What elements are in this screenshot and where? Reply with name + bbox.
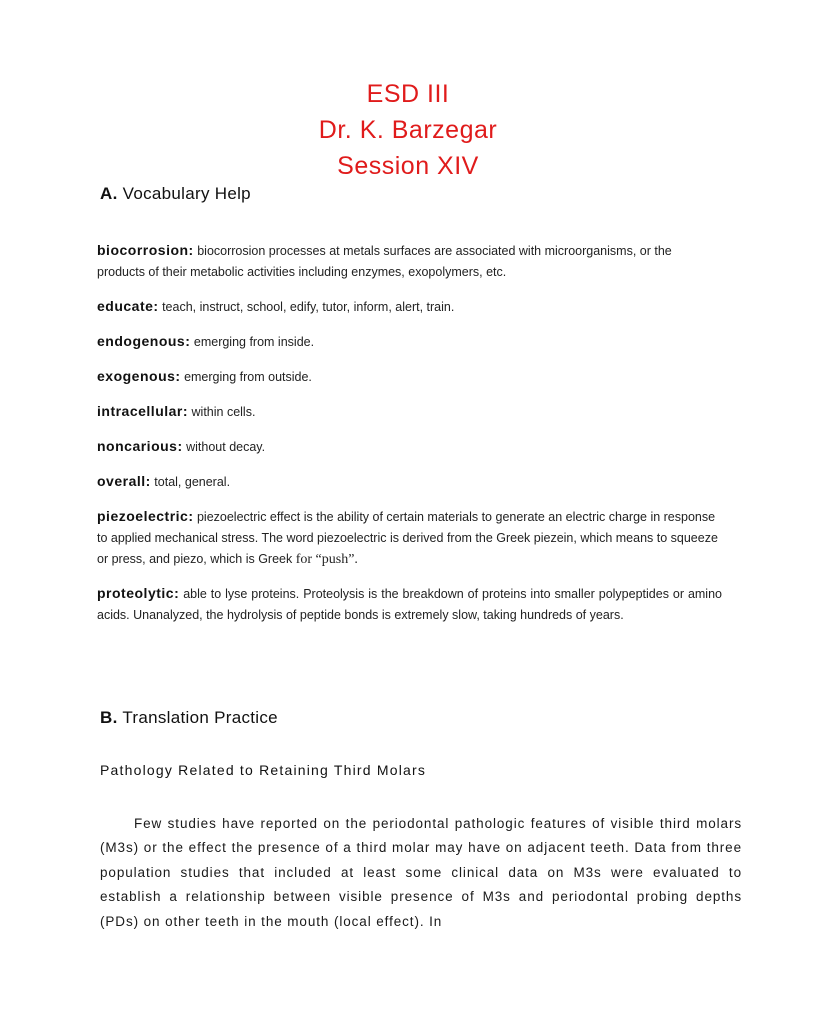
course-title: ESD III — [366, 80, 450, 108]
vocab-definition: within cells. — [191, 405, 256, 419]
vocab-definition: emerging from outside. — [184, 370, 312, 384]
vocab-definition-suffix: for “push”. — [295, 552, 358, 567]
section-a-letter: A. — [100, 184, 118, 203]
session-title: Session XIV — [337, 152, 479, 180]
passage-title: Pathology Related to Retaining Third Molars — [100, 762, 427, 778]
vocab-entry-educate — [97, 296, 722, 318]
vocabulary-list — [97, 240, 722, 639]
section-a-heading — [100, 184, 251, 204]
vocab-entry-intracellular — [97, 401, 722, 423]
vocab-term: noncarious: — [97, 438, 183, 454]
vocab-definition: biocorrosion processes at metals surfaces are associated with microorganisms, or the products of their metabolic activities including enzymes, exopolymers, etc. — [97, 244, 672, 279]
vocab-term: endogenous: — [97, 333, 191, 349]
vocab-term: intracellular: — [97, 403, 189, 419]
section-b-heading — [100, 708, 278, 728]
vocab-definition: able to lyse proteins. Proteolysis is the breakdown of proteins into smaller polypeptides or amino acids. Unanalyzed, the hydrolysis of peptide bonds is extremely slow, taking hundreds of years. — [97, 587, 722, 622]
vocab-definition: teach, instruct, school, edify, tutor, inform, alert, train. — [162, 300, 455, 314]
section-b-title: Translation Practice — [122, 708, 278, 727]
vocab-entry-overall — [97, 471, 722, 493]
passage-paragraph: Few studies have reported on the periodontal pathologic features of visible third molars (M3s) or the effect the presence of a third molar may have on adjacent teeth. Data from three population studies that included at least some clinical data on M3s were evaluated to establish a relationship between visible presence of M3s and periodontal probing depths (PDs) on other teeth in the mouth (local effect). In — [100, 815, 742, 929]
title-block — [0, 76, 816, 184]
vocab-term: educate: — [97, 298, 159, 314]
instructor-name: Dr. K. Barzegar — [318, 116, 498, 144]
vocab-term: proteolytic: — [97, 585, 180, 601]
vocab-definition: piezoelectric effect is the ability of certain materials to generate an electric charge in response to applied mechanical stress. The word piezoelectric is derived from the Greek piezein, which means to squeeze or press, and piezo, which is Greek — [97, 510, 718, 566]
vocab-entry-endogenous — [97, 331, 722, 353]
vocab-term: piezoelectric: — [97, 508, 194, 524]
vocab-definition: total, general. — [154, 475, 231, 489]
vocab-entry-exogenous — [97, 366, 722, 388]
vocab-definition: without decay. — [186, 440, 266, 454]
vocab-term: exogenous: — [97, 368, 181, 384]
section-a-title: Vocabulary Help — [122, 184, 251, 203]
section-b-letter: B. — [100, 708, 118, 727]
vocab-term: biocorrosion: — [97, 242, 194, 258]
vocab-term: overall: — [97, 473, 151, 489]
vocab-entry-proteolytic — [97, 583, 722, 626]
vocab-entry-biocorrosion — [97, 240, 722, 283]
vocab-entry-piezoelectric — [97, 506, 722, 570]
vocab-definition: emerging from inside. — [193, 335, 315, 349]
vocab-entry-noncarious — [97, 436, 722, 458]
